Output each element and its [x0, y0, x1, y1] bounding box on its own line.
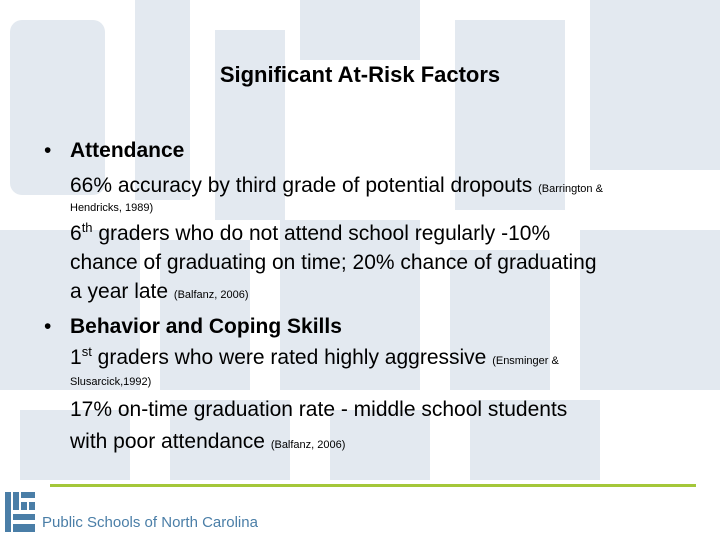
bullet-marker: • [44, 315, 52, 338]
attendance-line-1 [70, 174, 603, 198]
nc-schools-logo-icon [3, 490, 39, 534]
line-text: 66% accuracy by third grade of potential dropouts [70, 174, 539, 197]
line-text: a year late [70, 280, 174, 303]
citation: (Balfanz, 2006) [173, 289, 249, 301]
attendance-line-3: chance of graduating on time; 20% chance of graduating [70, 251, 597, 274]
citation: (Barrington & [538, 183, 603, 195]
behavior-line-1 [70, 346, 559, 370]
behavior-citation-cont: Slusarcick,1992) [70, 376, 152, 388]
bullet-marker: • [44, 139, 52, 162]
attendance-citation-cont: Hendricks, 1989) [70, 202, 154, 214]
line-text: 1 [70, 346, 82, 369]
line-text: 6 [70, 222, 82, 245]
citation: (Ensminger & [492, 355, 559, 367]
bullet-heading: Attendance [70, 139, 185, 162]
behavior-line-3 [70, 430, 345, 454]
citation: (Balfanz, 2006) [270, 439, 346, 451]
bullet-attendance [44, 139, 184, 163]
footer-org-name: Public Schools of North Carolina [42, 514, 258, 531]
line-text: graders who do not attend school regularly -10% [92, 222, 551, 245]
attendance-line-2 [70, 222, 550, 246]
slide-title: Significant At-Risk Factors [219, 62, 501, 87]
line-text: graders who were rated highly aggressive [91, 346, 493, 369]
ordinal-suffix: st [81, 344, 92, 359]
ordinal-suffix: th [81, 220, 93, 235]
footer-divider [50, 484, 696, 487]
bullet-behavior [44, 315, 342, 339]
attendance-line-4 [70, 280, 249, 304]
behavior-line-2: 17% on-time graduation rate - middle school students [70, 398, 568, 421]
line-text: with poor attendance [70, 430, 271, 453]
bullet-heading: Behavior and Coping Skills [70, 315, 342, 338]
